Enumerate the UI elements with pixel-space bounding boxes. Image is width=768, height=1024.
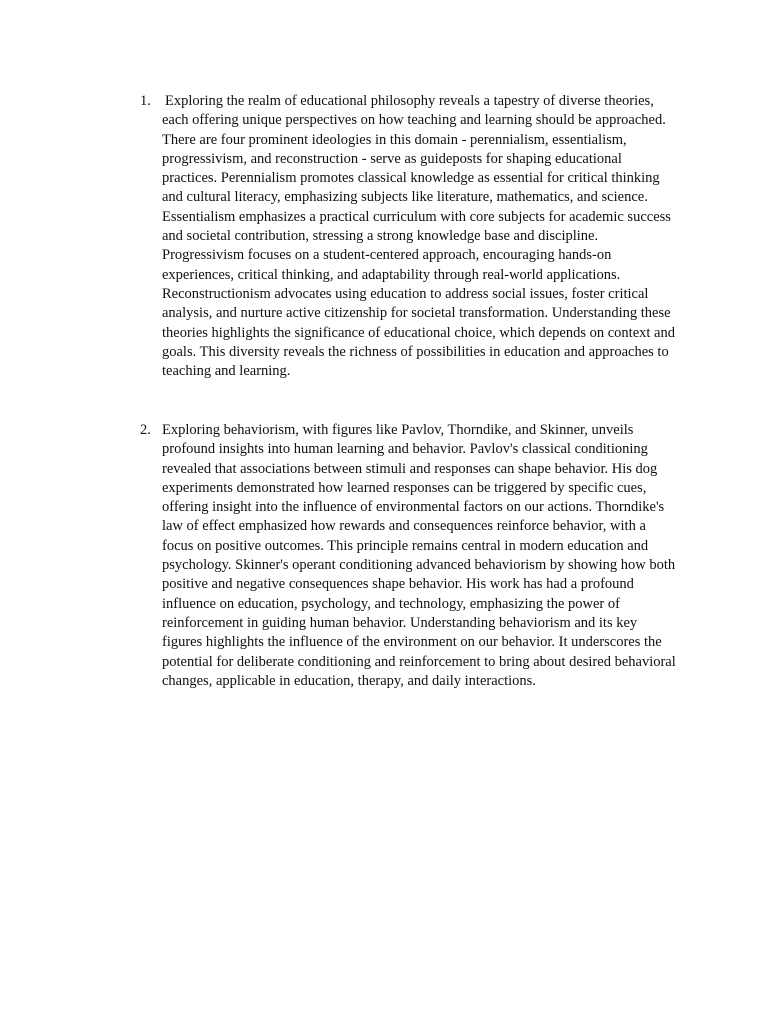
list-item — [140, 92, 680, 381]
list-item — [140, 421, 680, 691]
list-item-text: Exploring behaviorism, with figures like Pavlov, Thorndike, and Skinner, unveils profound insights into human learning and behavior. Pavlov's classical conditioning revealed that associations between stimuli and responses can shape behavior. His dog experiments demonstrated how learned responses can be triggered by specific cues, offering insight into the influence of environmental factors on our actions. Thorndike's law of effect emphasized how rewards and consequences reinforce behavior, with a focus on positive outcomes. This principle remains central in modern education and psychology. Skinner's operant conditioning advanced behaviorism by showing how both positive and negative consequences shape behavior. His work has had a profound influence on education, psychology, and technology, emphasizing the power of reinforcement in guiding human behavior. Understanding behaviorism and its key figures highlights the influence of the environment on our behavior. It underscores the potential for deliberate conditioning and reinforcement to bring about desired behavioral changes, applicable in education, therapy, and daily interactions. — [162, 422, 676, 689]
list-item-number: 2. — [140, 422, 151, 438]
list-item-number: 1. — [140, 93, 151, 109]
list-item-text: Exploring the realm of educational philosophy reveals a tapestry of diverse theories, each offering unique perspectives on how teaching and learning should be approached. There are four prominent ideologies in this domain - perennialism, essentialism, progressivism, and reconstruction - serve as guideposts for shaping educational practices. Perennialism promotes classical knowledge as essential for critical thinking and cultural literacy, emphasizing subjects like literature, mathematics, and science. Essentialism emphasizes a practical curriculum with core subjects for academic success and societal contribution, stressing a strong knowledge base and discipline. Progressivism focuses on a student-centered approach, encouraging hands-on experiences, critical thinking, and adaptability through real-world applications. Reconstructionism advocates using education to address social issues, foster critical analysis, and nurture active citizenship for societal transformation. Understanding these theories highlights the significance of educational choice, which depends on context and goals. This diversity reveals the richness of possibilities in education and approaches to teaching and learning. — [162, 93, 675, 380]
